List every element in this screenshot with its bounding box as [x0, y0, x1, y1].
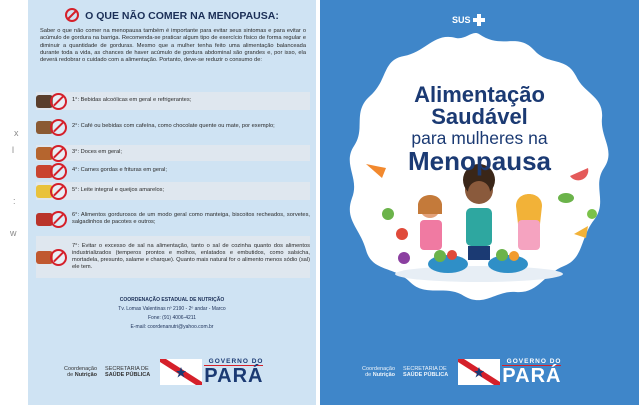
edge-marks: x l : w: [10, 128, 19, 238]
prohibited-icon: [50, 119, 67, 136]
coordenacao-logo: Coordenação de Nutrição: [362, 365, 396, 378]
food-item-text: 1°: Bebidas alcoólicas em geral e refrigerantes;: [72, 97, 192, 104]
food-item-text: 4°: Carnes gordas e frituras em geral;: [72, 167, 167, 174]
food-item-text: 7°: Evitar o excesso de sal na alimentação, tanto o sal de cozinha quanto dos alimentos industrializados (temperos prontos e molhos, enlatados e embutidos, como salsicha, mortadela, presunto, salame e charque). Quanto mais natural for o alimento menos sódio (sal) ele tem.: [72, 242, 310, 271]
prohibited-icon: [50, 211, 67, 228]
contact-phone: Fone: (91) 4006-4211: [148, 315, 196, 321]
sweets-icon: [36, 143, 68, 163]
para-flag-icon: [458, 359, 500, 385]
cover-title: Alimentação Saudável para mulheres na Menopausa: [407, 82, 552, 176]
governo-para-logo: GOVERNO DO PARÁ: [204, 358, 264, 387]
bottles-icon: [36, 91, 68, 111]
sausage-icon: [36, 209, 68, 229]
left-heading: O QUE NÃO COMER NA MENOPAUSA:: [28, 8, 316, 22]
prohibited-icon: [50, 163, 67, 180]
governo-para-logo: GOVERNO DO PARÁ: [502, 358, 562, 387]
meat-icon: [36, 161, 68, 181]
prohibited-icon: [50, 93, 67, 110]
contact-email: E-mail: coordenanutri@yahoo.com.br: [130, 324, 214, 330]
food-item-text: 2°: Café ou bebidas com cafeína, como chocolate quente ou mate, por exemplo;: [72, 123, 275, 130]
food-item-text: 3°: Doces em geral;: [72, 149, 123, 156]
right-panel: [320, 0, 639, 405]
coffee-icon: [36, 117, 68, 137]
prohibited-icon: [50, 249, 67, 266]
food-item: [36, 92, 310, 110]
food-item: [36, 145, 310, 161]
food-item-text: 5°: Leite integral e queijos amarelos;: [72, 187, 165, 194]
food-item: [36, 236, 310, 278]
para-flag-icon: [160, 359, 202, 385]
coordenacao-logo: Coordenação de Nutrição: [64, 365, 98, 378]
left-panel: [28, 0, 316, 405]
food-item: [36, 182, 310, 200]
right-footer-logos: [362, 358, 561, 386]
cheese-icon: [36, 181, 68, 201]
contact-address: Tv. Lomas Valentinas nº 2190 - 2º andar - Marco: [118, 306, 226, 312]
prohibited-icon: [50, 145, 67, 162]
food-item: [36, 206, 310, 232]
food-item: [36, 162, 310, 180]
prohibited-icon: [65, 8, 79, 22]
food-item-text: 6°: Alimentos gordurosos de um modo geral como manteiga, biscoitos recheados, sorvetes, salgadinhos de pacotes e outros;: [72, 211, 310, 225]
secretaria-logo: SECRETARIA DE SAÚDE PÚBLICA: [105, 365, 151, 378]
sus-logo: SUS: [452, 14, 485, 26]
secretaria-logo: SECRETARIA DE SAÚDE PÚBLICA: [403, 365, 449, 378]
food-item: [36, 114, 310, 140]
prohibited-icon: [50, 183, 67, 200]
salty-food-icon: [36, 247, 68, 267]
cross-icon: [473, 14, 485, 26]
intro-paragraph: Saber o que não comer na menopausa também é importante para evitar seus sintomas e para evitar o acúmulo de gordura na barriga. Recomenda-se praticar algum tipo de exercício físico de forma regular e diminuir a quantidade de gorduras. Mesmo que a mulher tenha feito uma alimentação balanceada durante toda a vida, as chances de haver acúmulo de gordura abdominal são grandes e, por isso, ela deverá redobrar o cuidado com a alimentação. Portanto, deve-se reduzir o consumo de:: [40, 28, 306, 64]
contact-block: [28, 296, 316, 332]
contact-title: COORDENAÇÃO ESTADUAL DE NUTRIÇÃO: [119, 297, 225, 303]
left-footer-logos: [64, 358, 263, 386]
